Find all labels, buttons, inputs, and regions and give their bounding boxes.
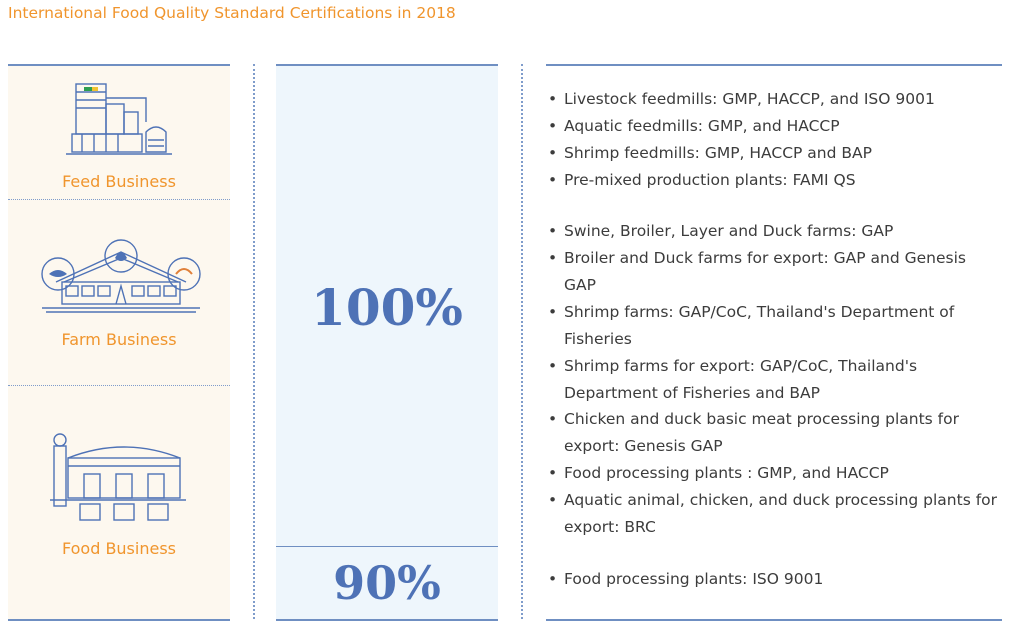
percentage-column <box>276 64 498 621</box>
feed-certifications <box>546 86 1002 194</box>
column-divider <box>276 546 498 547</box>
dotted-divider <box>8 385 230 386</box>
food-iso-certifications <box>546 566 1002 593</box>
list-item: • Aquatic feedmills: GMP, and HACCP <box>546 113 1002 140</box>
business-column <box>8 64 230 621</box>
farm-certifications <box>546 218 1002 407</box>
list-item: • Swine, Broiler, Layer and Duck farms: GAP <box>546 218 1002 245</box>
page-title: International Food Quality Standard Certifications in 2018 <box>8 4 456 22</box>
list-item: • Shrimp farms for export: GAP/CoC, Thailand's Department of Fisheries and BAP <box>546 353 1002 407</box>
list-item: • Shrimp feedmills: GMP, HACCP and BAP <box>546 140 1002 167</box>
list-item: • Chicken and duck basic meat processing plants for export: Genesis GAP <box>546 406 1002 460</box>
dotted-separator <box>521 64 523 619</box>
feed-business-label: Feed Business <box>62 172 176 191</box>
farm-business-cell <box>8 200 230 386</box>
iso-percentage: 90% <box>333 556 441 610</box>
list-item: • Shrimp farms: GAP/CoC, Thailand's Department of Fisheries <box>546 299 1002 353</box>
list-item: • Livestock feedmills: GMP, HACCP, and ISO 9001 <box>546 86 1002 113</box>
list-item: • Broiler and Duck farms for export: GAP and Genesis GAP <box>546 245 1002 299</box>
farm-business-label: Farm Business <box>61 330 177 349</box>
main-percentage: 100% <box>311 278 463 337</box>
list-item: • Aquatic animal, chicken, and duck processing plants for export: BRC <box>546 487 1002 541</box>
food-plant-icon <box>48 428 188 524</box>
food-business-cell <box>8 386 230 619</box>
food-business-label: Food Business <box>61 539 176 558</box>
food-certifications <box>546 406 1002 541</box>
dotted-divider <box>8 199 230 200</box>
farm-icon <box>36 234 206 316</box>
list-item: • Food processing plants : GMP, and HACCP <box>546 460 1002 487</box>
list-item: • Pre-mixed production plants: FAMI QS <box>546 167 1002 194</box>
dotted-separator <box>253 64 255 619</box>
feed-business-cell <box>8 66 230 200</box>
list-item: • Food processing plants: ISO 9001 <box>546 566 1002 593</box>
certification-column <box>546 64 1002 621</box>
feed-mill-icon <box>64 78 176 160</box>
